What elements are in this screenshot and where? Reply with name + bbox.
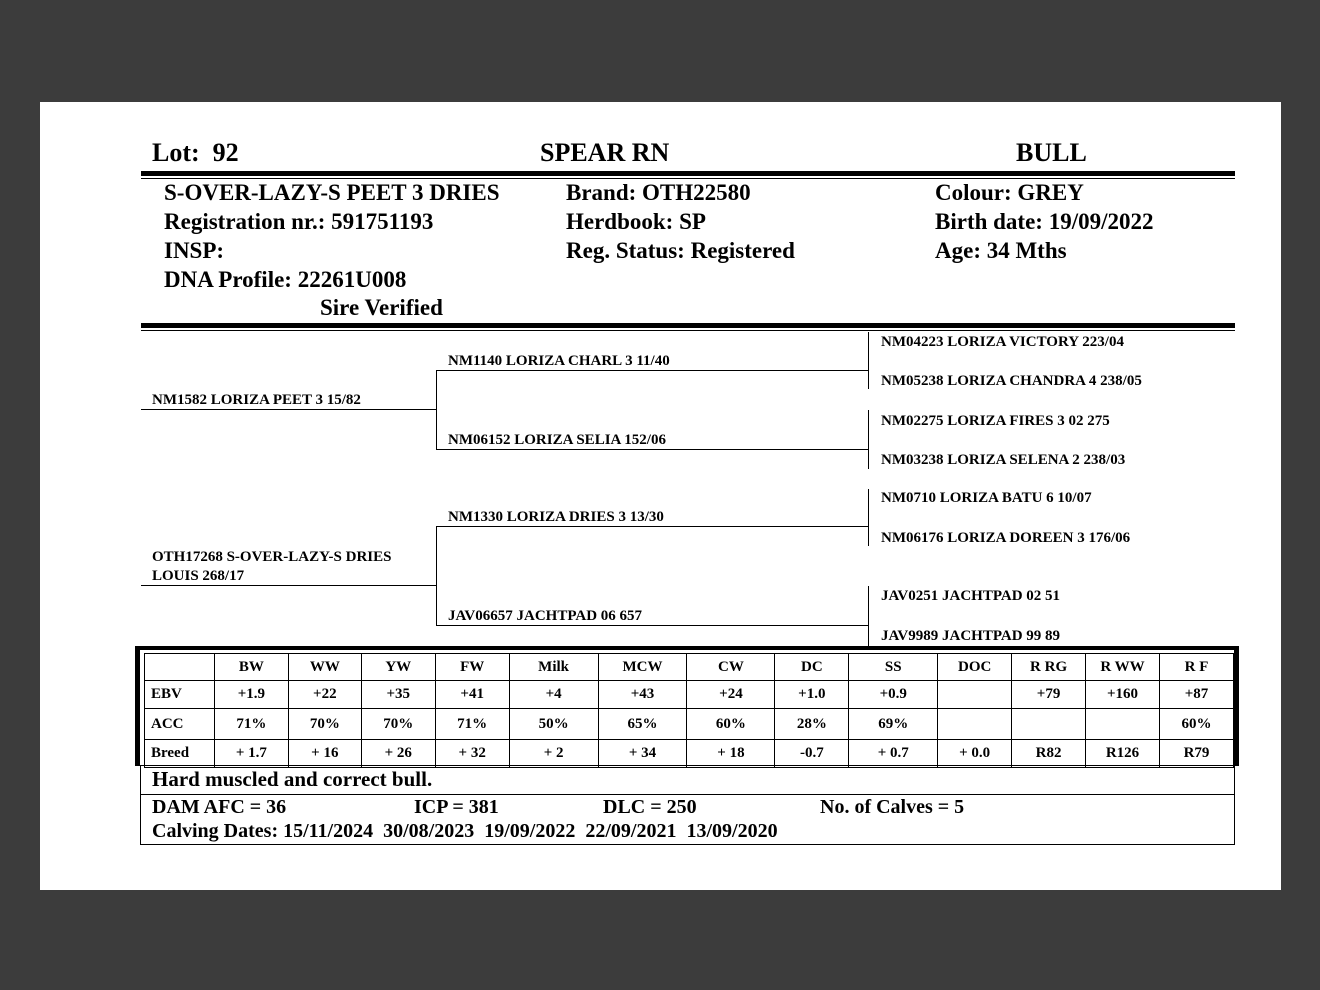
ebv-row-acc — [145, 709, 1234, 740]
footer-divider — [140, 794, 1234, 795]
gp4-line — [436, 625, 869, 626]
dam-afc: DAM AFC = 36 — [152, 796, 287, 818]
pedigree-gp-3: NM1330 LORIZA DRIES 3 13/30 — [448, 509, 664, 525]
gp3-vert — [868, 489, 869, 546]
pedigree-sire: NM1582 LORIZA PEET 3 15/82 — [152, 392, 361, 408]
pedigree-ggp-8: JAV9989 JACHTPAD 99 89 — [881, 628, 1061, 644]
header-rule — [141, 171, 1235, 176]
pedigree-dam-line-2: LOUIS 268/17 — [152, 568, 245, 584]
ebv-col-header: WW — [288, 654, 361, 681]
ebv-row-ebv — [145, 681, 1234, 709]
ebv-cell: +43 — [598, 681, 687, 709]
pedigree-gp-2: NM06152 LORIZA SELIA 152/06 — [448, 432, 666, 448]
ebv-cell: 60% — [1159, 709, 1233, 740]
registration-number: Registration nr.: 591751193 — [164, 209, 434, 234]
dam-vert-up — [436, 526, 437, 586]
ebv-cell: + 26 — [361, 740, 435, 768]
pedigree-ggp-5: NM0710 LORIZA BATU 6 10/07 — [881, 490, 1092, 506]
pedigree-ggp-6: NM06176 LORIZA DOREEN 3 176/06 — [881, 530, 1131, 546]
calving-dates: Calving Dates: 15/11/2024 30/08/2023 19/09/2022 22/09/2021 13/09/2020 — [152, 820, 778, 842]
ebv-cell: +35 — [361, 681, 435, 709]
gp3-line — [436, 526, 869, 527]
ebv-col-header: R F — [1159, 654, 1233, 681]
ebv-cell: +79 — [1012, 681, 1086, 709]
ebv-cell: +160 — [1086, 681, 1160, 709]
ebv-cell: +41 — [435, 681, 509, 709]
ebv-cell: 28% — [775, 709, 849, 740]
no-of-calves: No. of Calves = 5 — [820, 796, 965, 818]
ebv-col-header: BW — [214, 654, 288, 681]
ebv-col-header: FW — [435, 654, 509, 681]
ebv-col-header: SS — [849, 654, 938, 681]
ebv-col-header: Milk — [509, 654, 598, 681]
insp-field: INSP: — [164, 238, 225, 263]
ebv-cell: 70% — [288, 709, 361, 740]
ebv-cell: +1.9 — [214, 681, 288, 709]
lot-label — [152, 138, 239, 168]
catalog-page — [40, 102, 1281, 890]
animal-name: S-OVER-LAZY-S PEET 3 DRIES — [164, 180, 500, 205]
pedigree-ggp-3: NM02275 LORIZA FIRES 3 02 275 — [881, 413, 1110, 429]
ebv-cell: R126 — [1086, 740, 1160, 768]
gp4-vert — [868, 586, 869, 648]
ebv-cell — [938, 709, 1012, 740]
header-rule-thin — [141, 178, 1235, 179]
animal-sex: BULL — [1016, 138, 1087, 167]
ebv-frame-left — [135, 646, 140, 766]
details-rule-thin — [141, 330, 1235, 331]
ebv-cell — [1086, 709, 1160, 740]
ebv-row-label: ACC — [145, 709, 215, 740]
ebv-cell: + 0.0 — [938, 740, 1012, 768]
sire-line — [141, 409, 437, 410]
ebv-cell: 50% — [509, 709, 598, 740]
gp2-vert — [868, 410, 869, 469]
ebv-frame-top — [135, 646, 1239, 650]
ebv-col-header: YW — [361, 654, 435, 681]
comment-text: Hard muscled and correct bull. — [152, 767, 433, 791]
ebv-cell — [938, 681, 1012, 709]
ebv-cell: +22 — [288, 681, 361, 709]
gp1-line — [436, 370, 869, 371]
herdbook: Herdbook: SP — [566, 209, 706, 234]
reg-status: Reg. Status: Registered — [566, 238, 795, 263]
ebv-col-header: R RG — [1012, 654, 1086, 681]
colour: Colour: GREY — [935, 180, 1084, 205]
ebv-table — [144, 653, 1234, 768]
brand: Brand: OTH22580 — [566, 180, 751, 205]
pedigree-gp-4: JAV06657 JACHTPAD 06 657 — [448, 608, 643, 624]
ebv-cell: + 2 — [509, 740, 598, 768]
ebv-cell: 65% — [598, 709, 687, 740]
dam-vert-down — [436, 585, 437, 625]
ebv-cell: + 16 — [288, 740, 361, 768]
ebv-cell: +1.0 — [775, 681, 849, 709]
ebv-cell: + 18 — [687, 740, 775, 768]
ebv-col-header: DC — [775, 654, 849, 681]
ebv-cell: 60% — [687, 709, 775, 740]
ebv-col-header: MCW — [598, 654, 687, 681]
ebv-cell: -0.7 — [775, 740, 849, 768]
ebv-cell: + 34 — [598, 740, 687, 768]
ebv-cell: +87 — [1159, 681, 1233, 709]
sire-verified: Sire Verified — [320, 295, 443, 320]
dlc: DLC = 250 — [603, 796, 697, 818]
ebv-cell: + 1.7 — [214, 740, 288, 768]
pedigree-ggp-2: NM05238 LORIZA CHANDRA 4 238/05 — [881, 373, 1142, 389]
sire-vert-up — [436, 370, 437, 410]
gp1-vert — [868, 332, 869, 389]
ebv-frame-right — [1234, 646, 1239, 766]
ebv-cell: + 0.7 — [849, 740, 938, 768]
ebv-cell: + 32 — [435, 740, 509, 768]
pedigree-ggp-7: JAV0251 JACHTPAD 02 51 — [881, 588, 1061, 604]
ebv-cell: 71% — [435, 709, 509, 740]
dam-line — [141, 585, 437, 586]
ebv-row-label: EBV — [145, 681, 215, 709]
ebv-cell: 70% — [361, 709, 435, 740]
ebv-col-header — [145, 654, 215, 681]
ebv-header-row — [145, 654, 1234, 681]
ebv-row-label: Breed — [145, 740, 215, 768]
ebv-cell — [1012, 709, 1086, 740]
details-rule — [141, 323, 1235, 328]
icp: ICP = 381 — [414, 796, 499, 818]
ebv-cell: 69% — [849, 709, 938, 740]
pedigree-dam-line-1: OTH17268 S-OVER-LAZY-S DRIES — [152, 549, 392, 565]
ebv-cell: +24 — [687, 681, 775, 709]
pedigree-ggp-4: NM03238 LORIZA SELENA 2 238/03 — [881, 452, 1126, 468]
sire-vert-down — [436, 409, 437, 449]
lot-label-text: Lot: — [152, 138, 200, 167]
pedigree-gp-1: NM1140 LORIZA CHARL 3 11/40 — [448, 353, 670, 369]
ebv-cell: 71% — [214, 709, 288, 740]
birth-date: Birth date: 19/09/2022 — [935, 209, 1154, 234]
ebv-col-header: R WW — [1086, 654, 1160, 681]
ebv-col-header: DOC — [938, 654, 1012, 681]
ebv-cell: R79 — [1159, 740, 1233, 768]
age: Age: 34 Mths — [935, 238, 1067, 263]
pedigree-ggp-1: NM04223 LORIZA VICTORY 223/04 — [881, 334, 1124, 350]
lot-number: 92 — [212, 138, 239, 167]
gp2-line — [436, 449, 869, 450]
ebv-col-header: CW — [687, 654, 775, 681]
dna-profile: DNA Profile: 22261U008 — [164, 267, 407, 292]
ebv-row-breed — [145, 740, 1234, 768]
stud-name: SPEAR RN — [540, 138, 670, 167]
ebv-cell: +0.9 — [849, 681, 938, 709]
ebv-cell: R82 — [1012, 740, 1086, 768]
ebv-cell: +4 — [509, 681, 598, 709]
